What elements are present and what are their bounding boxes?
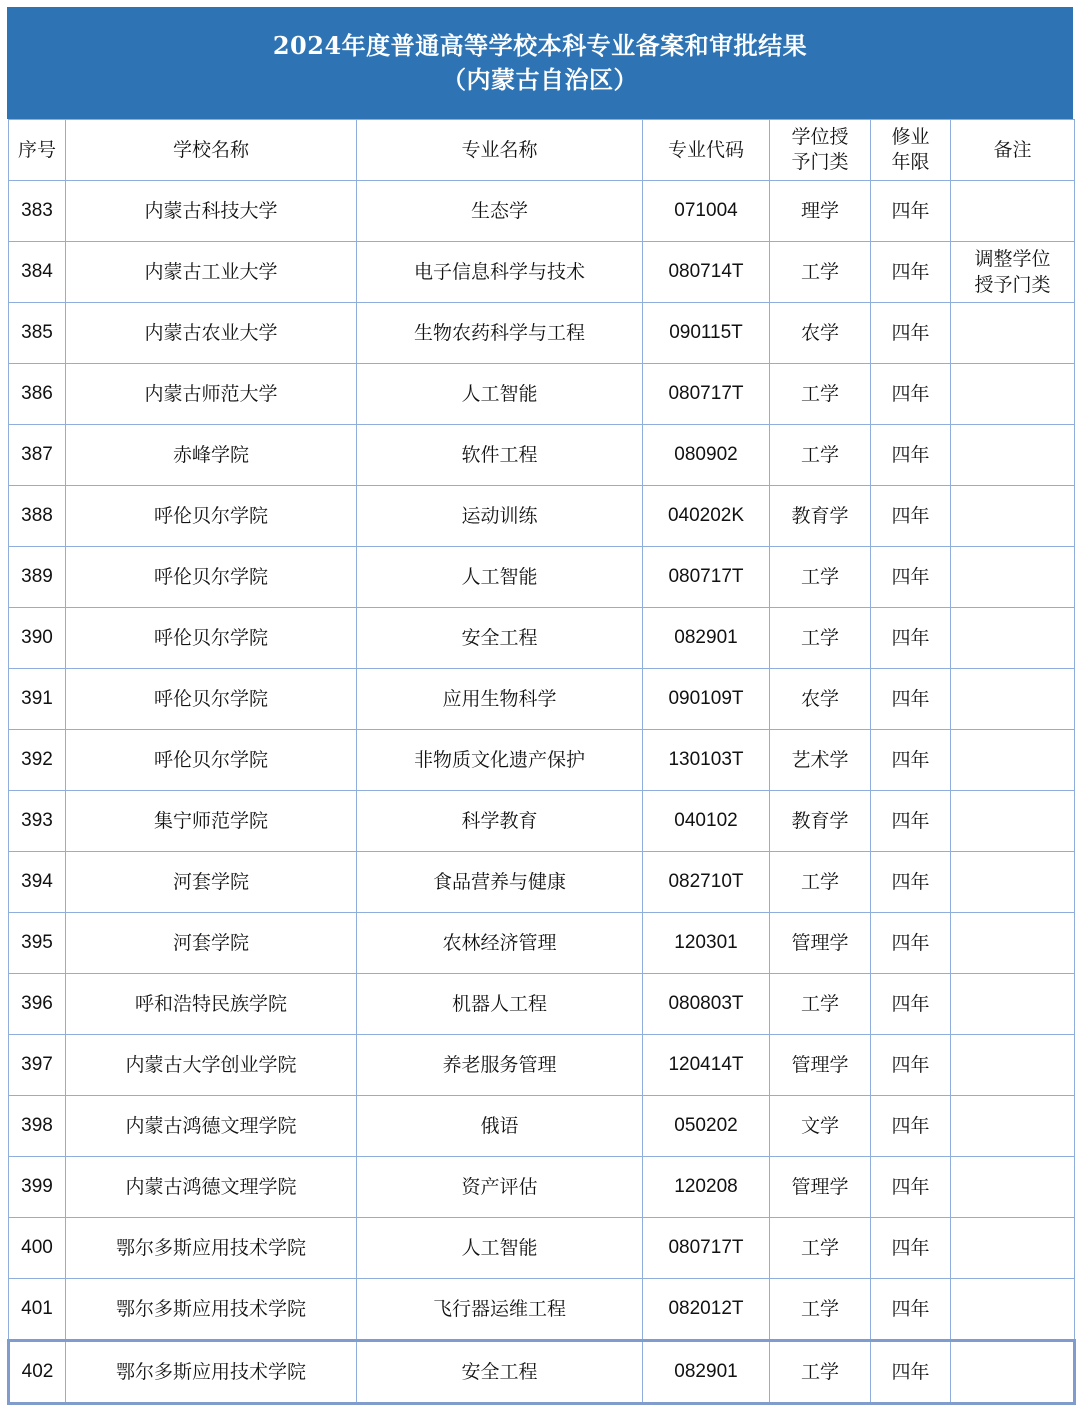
table-row	[9, 425, 1075, 486]
cell-major: 人工智能	[357, 364, 643, 425]
header-index: 序号	[9, 120, 66, 181]
cell-code: 080717T	[643, 547, 770, 608]
cell-school: 河套学院	[66, 913, 357, 974]
cell-note	[951, 791, 1075, 852]
table-row	[9, 364, 1075, 425]
table-row	[9, 852, 1075, 913]
cell-index: 390	[9, 608, 66, 669]
cell-note	[951, 181, 1075, 242]
table-body	[9, 181, 1075, 1404]
cell-major: 养老服务管理	[357, 1035, 643, 1096]
cell-code: 040102	[643, 791, 770, 852]
cell-index: 397	[9, 1035, 66, 1096]
cell-note	[951, 1341, 1075, 1404]
cell-major: 科学教育	[357, 791, 643, 852]
cell-note	[951, 303, 1075, 364]
cell-major: 飞行器运维工程	[357, 1279, 643, 1341]
cell-degree: 工学	[770, 974, 871, 1035]
cell-degree: 管理学	[770, 1157, 871, 1218]
cell-years: 四年	[871, 1157, 951, 1218]
majors-table	[7, 119, 1076, 1405]
cell-note	[951, 730, 1075, 791]
header-years: 修业 年限	[871, 120, 951, 181]
cell-school: 呼和浩特民族学院	[66, 974, 357, 1035]
cell-index: 385	[9, 303, 66, 364]
cell-years: 四年	[871, 669, 951, 730]
document-title: 2024年度普通高等学校本科专业备案和审批结果	[272, 31, 808, 60]
cell-school: 内蒙古工业大学	[66, 242, 357, 303]
cell-degree: 文学	[770, 1096, 871, 1157]
cell-note	[951, 852, 1075, 913]
header-code: 专业代码	[643, 120, 770, 181]
cell-major: 食品营养与健康	[357, 852, 643, 913]
cell-note	[951, 425, 1075, 486]
cell-degree: 理学	[770, 181, 871, 242]
cell-years: 四年	[871, 242, 951, 303]
cell-index: 399	[9, 1157, 66, 1218]
cell-index: 393	[9, 791, 66, 852]
cell-index: 392	[9, 730, 66, 791]
cell-index: 386	[9, 364, 66, 425]
cell-school: 内蒙古科技大学	[66, 181, 357, 242]
table-row	[9, 1096, 1075, 1157]
table-row	[9, 303, 1075, 364]
cell-years: 四年	[871, 547, 951, 608]
cell-code: 040202K	[643, 486, 770, 547]
table-row	[9, 669, 1075, 730]
cell-major: 农林经济管理	[357, 913, 643, 974]
cell-code: 120414T	[643, 1035, 770, 1096]
cell-major: 非物质文化遗产保护	[357, 730, 643, 791]
cell-school: 内蒙古鸿德文理学院	[66, 1157, 357, 1218]
cell-degree: 工学	[770, 1218, 871, 1279]
cell-major: 运动训练	[357, 486, 643, 547]
cell-code: 130103T	[643, 730, 770, 791]
cell-index: 391	[9, 669, 66, 730]
cell-note	[951, 1218, 1075, 1279]
cell-code: 082710T	[643, 852, 770, 913]
cell-school: 呼伦贝尔学院	[66, 486, 357, 547]
cell-note	[951, 608, 1075, 669]
cell-major: 俄语	[357, 1096, 643, 1157]
cell-index: 396	[9, 974, 66, 1035]
cell-code: 080714T	[643, 242, 770, 303]
cell-degree: 管理学	[770, 913, 871, 974]
cell-school: 呼伦贝尔学院	[66, 730, 357, 791]
table-row	[9, 730, 1075, 791]
cell-note: 调整学位 授予门类	[951, 242, 1075, 303]
cell-degree: 工学	[770, 608, 871, 669]
cell-note	[951, 1157, 1075, 1218]
cell-degree: 管理学	[770, 1035, 871, 1096]
cell-years: 四年	[871, 1341, 951, 1404]
cell-school: 内蒙古农业大学	[66, 303, 357, 364]
cell-school: 河套学院	[66, 852, 357, 913]
cell-degree: 工学	[770, 364, 871, 425]
header-note: 备注	[951, 120, 1075, 181]
cell-index: 389	[9, 547, 66, 608]
cell-school: 呼伦贝尔学院	[66, 547, 357, 608]
table-row	[9, 974, 1075, 1035]
cell-note	[951, 1096, 1075, 1157]
cell-code: 090115T	[643, 303, 770, 364]
cell-code: 050202	[643, 1096, 770, 1157]
cell-code: 082901	[643, 1341, 770, 1404]
cell-index: 401	[9, 1279, 66, 1341]
cell-degree: 工学	[770, 852, 871, 913]
cell-index: 394	[9, 852, 66, 913]
header-school: 学校名称	[66, 120, 357, 181]
cell-code: 082012T	[643, 1279, 770, 1341]
cell-code: 080717T	[643, 364, 770, 425]
cell-school: 赤峰学院	[66, 425, 357, 486]
cell-index: 398	[9, 1096, 66, 1157]
table-row	[9, 1279, 1075, 1341]
table-row	[9, 1341, 1075, 1404]
cell-code: 080717T	[643, 1218, 770, 1279]
cell-major: 电子信息科学与技术	[357, 242, 643, 303]
cell-degree: 教育学	[770, 791, 871, 852]
cell-degree: 工学	[770, 547, 871, 608]
table-row	[9, 913, 1075, 974]
cell-major: 生态学	[357, 181, 643, 242]
cell-major: 应用生物科学	[357, 669, 643, 730]
cell-years: 四年	[871, 730, 951, 791]
cell-index: 395	[9, 913, 66, 974]
cell-major: 安全工程	[357, 608, 643, 669]
cell-years: 四年	[871, 608, 951, 669]
table-row	[9, 1035, 1075, 1096]
cell-degree: 工学	[770, 242, 871, 303]
cell-major: 软件工程	[357, 425, 643, 486]
cell-major: 资产评估	[357, 1157, 643, 1218]
cell-school: 鄂尔多斯应用技术学院	[66, 1279, 357, 1341]
cell-years: 四年	[871, 303, 951, 364]
cell-code: 090109T	[643, 669, 770, 730]
cell-major: 机器人工程	[357, 974, 643, 1035]
cell-degree: 工学	[770, 425, 871, 486]
cell-degree: 农学	[770, 303, 871, 364]
cell-major: 人工智能	[357, 547, 643, 608]
table-header-row	[9, 120, 1075, 181]
cell-school: 鄂尔多斯应用技术学院	[66, 1341, 357, 1404]
cell-code: 071004	[643, 181, 770, 242]
cell-school: 内蒙古大学创业学院	[66, 1035, 357, 1096]
cell-years: 四年	[871, 791, 951, 852]
table-row	[9, 608, 1075, 669]
cell-school: 集宁师范学院	[66, 791, 357, 852]
cell-years: 四年	[871, 364, 951, 425]
cell-major: 人工智能	[357, 1218, 643, 1279]
cell-years: 四年	[871, 1096, 951, 1157]
cell-major: 生物农药科学与工程	[357, 303, 643, 364]
cell-school: 呼伦贝尔学院	[66, 669, 357, 730]
table-row	[9, 242, 1075, 303]
cell-note	[951, 547, 1075, 608]
table-row	[9, 1218, 1075, 1279]
cell-code: 080902	[643, 425, 770, 486]
table-row	[9, 181, 1075, 242]
cell-years: 四年	[871, 913, 951, 974]
document	[7, 7, 1073, 1405]
cell-index: 383	[9, 181, 66, 242]
cell-code: 120301	[643, 913, 770, 974]
cell-note	[951, 486, 1075, 547]
cell-degree: 工学	[770, 1279, 871, 1341]
cell-years: 四年	[871, 852, 951, 913]
cell-note	[951, 1279, 1075, 1341]
cell-years: 四年	[871, 486, 951, 547]
cell-school: 鄂尔多斯应用技术学院	[66, 1218, 357, 1279]
cell-school: 内蒙古鸿德文理学院	[66, 1096, 357, 1157]
cell-degree: 教育学	[770, 486, 871, 547]
cell-degree: 艺术学	[770, 730, 871, 791]
cell-years: 四年	[871, 1279, 951, 1341]
cell-major: 安全工程	[357, 1341, 643, 1404]
cell-index: 384	[9, 242, 66, 303]
table-row	[9, 791, 1075, 852]
header-major: 专业名称	[357, 120, 643, 181]
cell-index: 388	[9, 486, 66, 547]
cell-note	[951, 364, 1075, 425]
cell-note	[951, 974, 1075, 1035]
cell-years: 四年	[871, 425, 951, 486]
cell-code: 120208	[643, 1157, 770, 1218]
cell-years: 四年	[871, 1035, 951, 1096]
table-row	[9, 1157, 1075, 1218]
cell-index: 387	[9, 425, 66, 486]
table-row	[9, 486, 1075, 547]
document-subtitle: （内蒙古自治区）	[442, 65, 638, 94]
cell-years: 四年	[871, 974, 951, 1035]
cell-note	[951, 913, 1075, 974]
title-banner	[7, 7, 1073, 119]
cell-degree: 工学	[770, 1341, 871, 1404]
cell-note	[951, 669, 1075, 730]
cell-years: 四年	[871, 1218, 951, 1279]
header-degree: 学位授 予门类	[770, 120, 871, 181]
cell-index: 400	[9, 1218, 66, 1279]
cell-school: 内蒙古师范大学	[66, 364, 357, 425]
cell-years: 四年	[871, 181, 951, 242]
cell-degree: 农学	[770, 669, 871, 730]
cell-note	[951, 1035, 1075, 1096]
cell-code: 080803T	[643, 974, 770, 1035]
cell-index: 402	[9, 1341, 66, 1404]
cell-code: 082901	[643, 608, 770, 669]
cell-school: 呼伦贝尔学院	[66, 608, 357, 669]
table-row	[9, 547, 1075, 608]
